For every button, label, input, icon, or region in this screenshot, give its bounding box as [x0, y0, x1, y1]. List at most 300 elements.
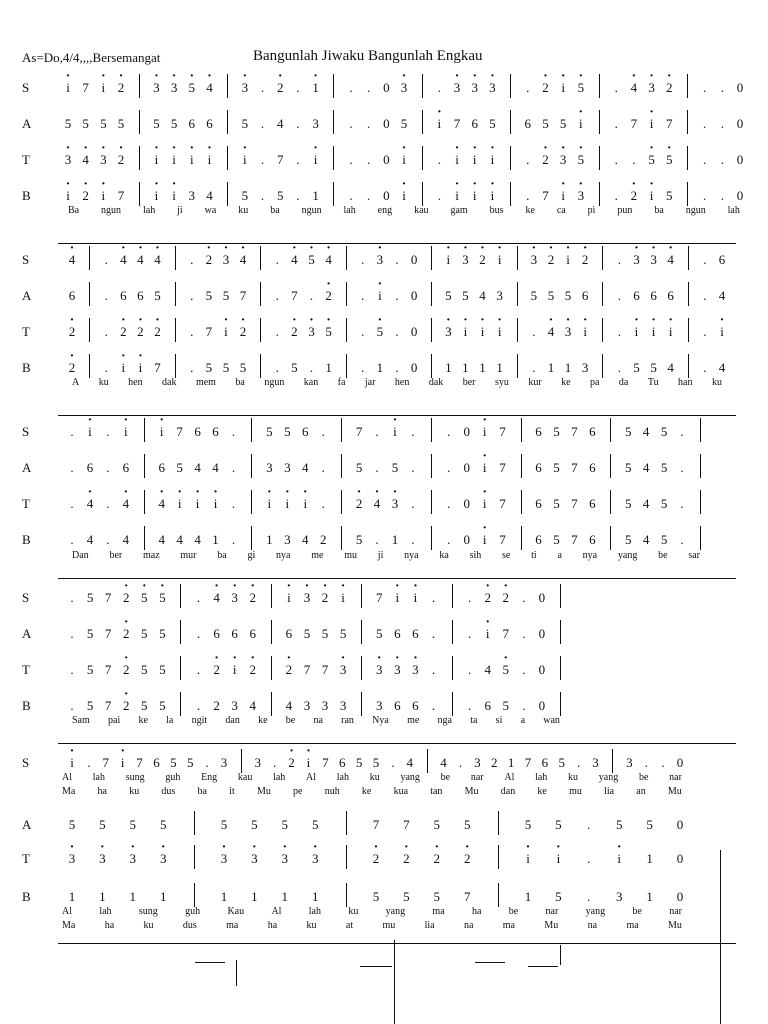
note: 1	[479, 360, 486, 375]
lyric-syllable: an	[636, 786, 646, 797]
note: .	[720, 152, 724, 167]
note: · 2	[151, 324, 165, 340]
note: 5	[159, 698, 166, 713]
note: .	[260, 116, 265, 131]
note: .	[587, 851, 591, 866]
note: .	[614, 116, 618, 131]
note: 0	[538, 698, 546, 713]
lyric-syllable: be	[638, 772, 649, 783]
note: · i	[432, 116, 446, 132]
note: 7	[322, 755, 329, 770]
lyric-syllable: lia	[424, 920, 435, 931]
note: · i	[219, 324, 233, 340]
lyric-syllable: pa	[590, 377, 600, 388]
voice-label: S	[22, 590, 30, 605]
lyric-syllable: ka	[439, 550, 449, 561]
note: 5	[141, 698, 148, 713]
note: · 3	[373, 252, 387, 268]
barline	[144, 526, 145, 550]
note: · i	[155, 424, 169, 440]
note: 5	[241, 116, 249, 131]
note: 5	[660, 424, 668, 439]
barline	[498, 811, 499, 835]
barline	[89, 318, 90, 342]
barline	[431, 354, 432, 378]
barline	[700, 490, 701, 514]
note: 6	[589, 532, 596, 547]
note: .	[526, 80, 530, 95]
note: 0	[383, 188, 390, 203]
note: 5	[141, 662, 148, 677]
lyric-syllable: dus	[182, 920, 197, 931]
note: · 3	[304, 324, 318, 340]
note: .	[680, 496, 684, 511]
note: 3	[312, 116, 319, 131]
barline	[427, 749, 428, 773]
lyric-syllable: ku	[238, 205, 249, 216]
note: · i	[116, 360, 130, 376]
note: · i	[664, 324, 678, 340]
lyric-syllable: be	[508, 906, 519, 917]
barline	[346, 811, 347, 835]
lyric-syllable: wa	[204, 205, 217, 216]
note: · 2	[544, 252, 558, 268]
note: .	[431, 698, 436, 713]
note: 7	[571, 460, 578, 475]
note: 1	[159, 889, 167, 904]
barline	[346, 845, 347, 869]
lyric-syllable: da	[618, 377, 629, 388]
note: .	[703, 152, 707, 167]
note: .	[661, 755, 665, 770]
note: .	[703, 288, 707, 303]
note: · i	[96, 188, 110, 204]
note: 6	[412, 626, 419, 641]
note: 7	[499, 496, 506, 511]
note: · 2	[352, 496, 366, 512]
note: · 3	[308, 851, 322, 867]
note: 7	[104, 698, 112, 713]
lyric-syllable: ha	[104, 920, 115, 931]
note: 7	[499, 460, 506, 475]
barline	[498, 845, 499, 869]
note: 6	[122, 460, 130, 475]
note: · 2	[460, 851, 474, 867]
note: · i	[119, 424, 133, 440]
voice-label: T	[22, 152, 30, 167]
note: · i	[715, 324, 729, 340]
note: · 2	[662, 80, 676, 96]
lyric-syllable: Ma	[62, 920, 76, 931]
note: .	[395, 324, 399, 339]
note: · 3	[217, 851, 231, 867]
note: 6	[153, 755, 160, 770]
note: 0	[410, 324, 418, 339]
note: 6	[213, 626, 220, 641]
lyric-syllable: Al	[271, 906, 282, 917]
note: · i	[61, 188, 75, 204]
note: .	[367, 80, 371, 95]
note: .	[190, 252, 194, 267]
lyric-syllable: sung	[138, 906, 158, 917]
note: 7	[117, 188, 125, 203]
note: 5	[186, 755, 194, 770]
note: .	[190, 324, 194, 339]
lyric-syllable: lah	[99, 906, 112, 917]
voice-label: T	[22, 662, 30, 677]
note: 1	[646, 851, 653, 866]
note: .	[522, 590, 526, 605]
note: .	[703, 80, 707, 95]
barline	[194, 845, 195, 869]
barline	[271, 656, 272, 680]
note: 6	[535, 460, 542, 475]
barline	[602, 282, 603, 306]
lyric-syllable: ku	[129, 786, 140, 797]
voice-label: B	[22, 188, 31, 203]
note: 7	[542, 188, 549, 203]
note: 5	[624, 532, 632, 547]
note: 0	[463, 424, 470, 439]
note: .	[106, 496, 110, 511]
note: 5	[222, 288, 230, 303]
note: 6	[581, 288, 589, 303]
note: 5	[524, 817, 532, 832]
barline	[241, 749, 242, 773]
note: · 3	[390, 662, 404, 678]
lyric-syllable: me	[407, 715, 420, 726]
lyric-syllable: syu	[494, 377, 509, 388]
note: 5	[355, 755, 363, 770]
note: .	[703, 252, 707, 267]
note: 5	[154, 288, 161, 303]
barline	[688, 354, 689, 378]
lyric-syllable: mur	[180, 550, 197, 561]
note: 1	[507, 755, 515, 770]
note: 4	[194, 532, 201, 547]
note: · 3	[441, 324, 455, 340]
note: · 3	[372, 662, 386, 678]
lyric-syllable: Kau	[227, 906, 245, 917]
note: · 3	[238, 80, 252, 96]
note: · i	[574, 116, 588, 132]
note: 6	[285, 626, 293, 641]
note: .	[273, 755, 277, 770]
lyrics-line	[72, 715, 560, 726]
note: .	[104, 324, 108, 339]
note: 7	[104, 590, 112, 605]
voice-label: A	[22, 817, 32, 832]
barline	[333, 182, 334, 206]
note: 1	[212, 532, 219, 547]
lyric-syllable: A	[72, 377, 80, 388]
note: 5	[117, 116, 125, 131]
lyric-syllable: nya	[276, 550, 291, 561]
note: 5	[624, 496, 632, 511]
note: 6	[718, 252, 726, 267]
barline	[194, 811, 195, 835]
note: 5	[251, 817, 258, 832]
barline	[688, 318, 689, 342]
note: 1	[312, 188, 319, 203]
lyric-syllable: ber	[109, 550, 123, 561]
note: 5	[266, 424, 273, 439]
note: · i	[521, 851, 535, 867]
lyric-syllable: maz	[142, 550, 160, 561]
note: 6	[206, 116, 213, 131]
lyric-syllable: yang	[400, 772, 420, 783]
barline	[260, 318, 261, 342]
note: · i	[336, 590, 350, 606]
barline	[175, 246, 176, 270]
note: .	[106, 424, 110, 439]
note: 6	[120, 288, 127, 303]
note: · 2	[210, 662, 224, 678]
barline	[688, 282, 689, 306]
voice-label: A	[22, 626, 32, 641]
note: · i	[441, 252, 455, 268]
barline	[452, 692, 453, 716]
lyric-syllable: Dan	[72, 550, 89, 561]
note: 7	[571, 496, 578, 511]
note: · 4	[544, 324, 558, 340]
voice-label: A	[22, 460, 32, 475]
note: · 2	[499, 590, 513, 606]
note: · i	[209, 496, 223, 512]
barline	[687, 110, 688, 134]
note: .	[680, 532, 684, 547]
voice-label: B	[22, 889, 31, 904]
lyrics-line	[72, 550, 700, 561]
note: 0	[538, 590, 546, 605]
lyric-syllable: ma	[502, 920, 515, 931]
note: .	[70, 626, 74, 641]
lyric-syllable: kan	[303, 377, 319, 388]
note: · 2	[119, 590, 133, 606]
note: .	[431, 590, 436, 605]
note: 3	[592, 755, 599, 770]
lyric-syllable: be	[658, 550, 668, 561]
lyric-syllable: ba	[197, 786, 207, 797]
note: 4	[194, 460, 201, 475]
note: · i	[397, 152, 411, 168]
note: .	[587, 817, 591, 832]
note: .	[205, 755, 209, 770]
note: 5	[553, 460, 560, 475]
note: .	[375, 532, 379, 547]
lyric-syllable: ha	[267, 920, 278, 931]
note: · 3	[95, 851, 109, 867]
note: 6	[194, 424, 201, 439]
note: · 2	[627, 188, 641, 204]
lyric-syllable: pun	[617, 205, 633, 216]
note: · i	[478, 460, 492, 476]
barline	[341, 490, 342, 514]
note: 7	[499, 532, 506, 547]
barline	[602, 246, 603, 270]
note: 7	[571, 532, 578, 547]
note: 5	[403, 889, 410, 904]
note: 0	[676, 817, 684, 832]
note: 1	[129, 889, 137, 904]
note: .	[447, 532, 451, 547]
lyric-syllable: ku	[369, 772, 380, 783]
note: · 4	[155, 496, 169, 512]
note: 7	[499, 424, 506, 439]
note: · 5	[373, 324, 387, 340]
note: · 4	[79, 152, 93, 168]
note: · i	[167, 152, 181, 168]
note: .	[431, 626, 436, 641]
lyric-syllable: kau	[414, 205, 429, 216]
barline	[700, 526, 701, 550]
note: 0	[736, 80, 744, 95]
note: 5	[205, 288, 213, 303]
note: 1	[376, 360, 384, 375]
note: 2	[213, 698, 220, 713]
note: 5	[222, 360, 230, 375]
lyric-syllable: han	[678, 377, 693, 388]
note: .	[617, 288, 621, 303]
note: 5	[281, 817, 289, 832]
barline	[346, 282, 347, 306]
lyric-syllable: na	[587, 920, 598, 931]
lyric-syllable: ngit	[191, 715, 208, 726]
note: 6	[394, 626, 401, 641]
note: 5	[666, 188, 673, 203]
lyric-syllable: Sam	[72, 715, 90, 726]
note: .	[275, 324, 279, 339]
note: .	[532, 360, 536, 375]
lyric-syllable: Mu	[667, 786, 682, 797]
note: 5	[153, 116, 160, 131]
lyric-syllable: ke	[561, 377, 571, 388]
note: · i	[83, 424, 97, 440]
note: 6	[249, 626, 256, 641]
note: 5	[553, 532, 560, 547]
barline	[260, 354, 261, 378]
note: · 3	[574, 188, 588, 204]
barline	[452, 620, 453, 644]
note: 3	[626, 755, 633, 770]
note: 4	[642, 496, 650, 511]
lyric-syllable: ku	[98, 377, 109, 388]
lyric-syllable: be	[285, 715, 296, 726]
note: .	[532, 324, 536, 339]
barline	[700, 418, 701, 442]
note: .	[361, 288, 365, 303]
lyric-syllable: nga	[437, 715, 452, 726]
note: 6	[541, 755, 549, 770]
note: · 2	[273, 80, 287, 96]
barline	[510, 146, 511, 170]
note: 4	[642, 424, 650, 439]
note: 5	[159, 817, 167, 832]
note: · 2	[399, 851, 413, 867]
lyric-syllable: dan	[500, 786, 516, 797]
note: .	[468, 662, 472, 677]
note: · i	[458, 324, 472, 340]
barline	[346, 246, 347, 270]
note: 5	[82, 116, 89, 131]
note: .	[231, 460, 236, 475]
barline	[560, 692, 561, 716]
barline	[560, 945, 561, 965]
note: 5	[555, 889, 562, 904]
note: .	[526, 188, 530, 203]
barline	[333, 110, 334, 134]
voice-label: T	[22, 851, 30, 866]
note: 5	[650, 360, 657, 375]
voice-label: B	[22, 532, 31, 547]
note: 0	[538, 662, 546, 677]
note: · 3	[527, 252, 541, 268]
note: .	[70, 496, 74, 511]
note: 5	[660, 532, 668, 547]
note: 7	[205, 324, 213, 339]
barline	[341, 526, 342, 550]
note: · 2	[318, 590, 332, 606]
lyric-syllable: lah	[92, 772, 105, 783]
lyric-syllable: la	[166, 715, 174, 726]
note: 4	[718, 288, 726, 303]
note: .	[395, 288, 399, 303]
note: 5	[170, 755, 177, 770]
note: 2	[490, 755, 498, 770]
note: 5	[462, 288, 469, 303]
barline	[175, 318, 176, 342]
lyric-syllable: ber	[462, 377, 476, 388]
lyrics-line	[62, 786, 682, 797]
note: .	[260, 80, 265, 95]
note: 5	[400, 116, 408, 131]
song-title: Bangunlah Jiwaku Bangunlah Engkau	[253, 48, 483, 64]
note: 6	[535, 496, 542, 511]
note: · 2	[578, 252, 592, 268]
note: · 4	[322, 252, 336, 268]
note: .	[104, 360, 108, 375]
note: · 4	[236, 252, 250, 268]
lyric-syllable: Al	[62, 906, 72, 917]
note: 6	[524, 116, 532, 131]
lyric-syllable: ti	[531, 550, 537, 561]
note: · i	[262, 496, 276, 512]
note: 3	[303, 698, 311, 713]
note: · 4	[202, 80, 216, 96]
note: · 2	[369, 851, 383, 867]
note: · i	[556, 80, 570, 96]
note: 5	[355, 460, 363, 475]
lyric-syllable: lah	[343, 205, 356, 216]
note: · 3	[556, 152, 570, 168]
note: 4	[642, 460, 650, 475]
note: · i	[493, 252, 507, 268]
note: 5	[445, 288, 452, 303]
note: 5	[355, 532, 363, 547]
note: .	[577, 755, 581, 770]
barline	[599, 110, 600, 134]
note: 7	[571, 424, 578, 439]
note: .	[70, 590, 74, 605]
note: 3	[284, 460, 291, 475]
note: 4	[484, 662, 491, 677]
lyric-syllable: yang	[385, 906, 406, 917]
note: 0	[676, 851, 684, 866]
lyric-syllable: Mu	[544, 920, 559, 931]
note: · 2	[282, 662, 296, 678]
note: · i	[578, 324, 592, 340]
note: 5	[391, 460, 399, 475]
